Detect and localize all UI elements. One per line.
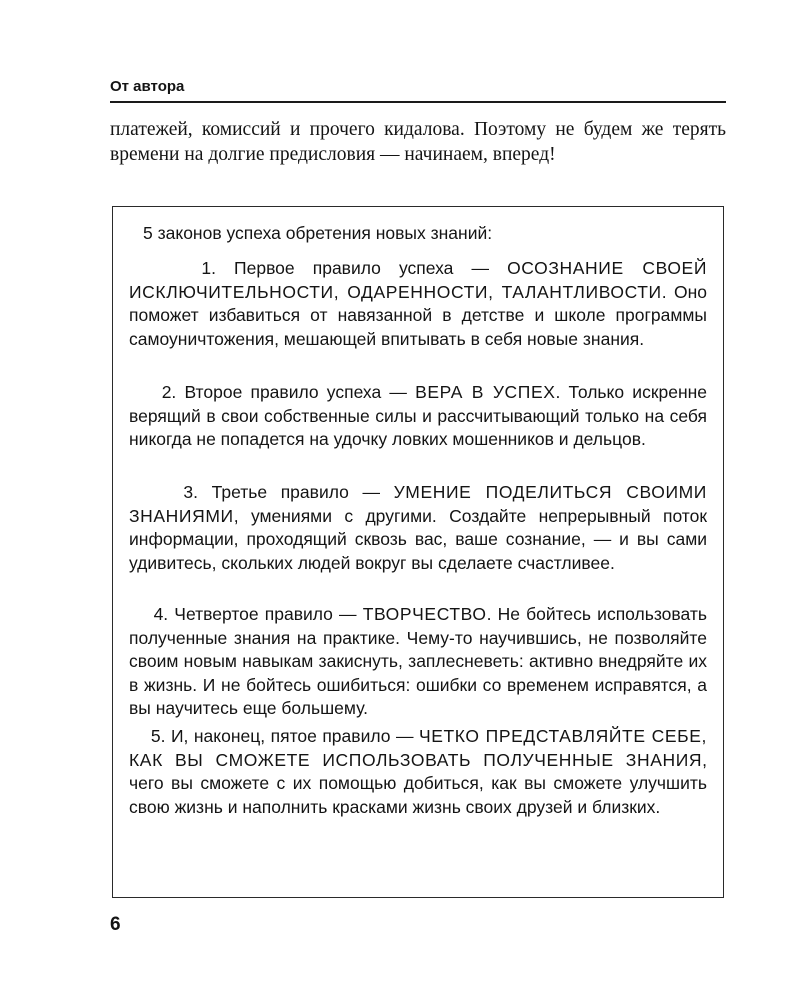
- rule-3: [129, 481, 707, 575]
- rule-3-lead: 3. Третье правило —: [129, 482, 394, 502]
- rule-2-rest: . Только искренне верящий в свои собственные силы и рассчитывающий только на себя никогда не попадется на удочку ловких мошенников и дельцов.: [129, 382, 708, 450]
- box-intro: 5 законов успеха обретения новых знаний:: [143, 223, 493, 243]
- rule-5-rest: , чего вы сможете с их помощью добиться, как вы сможете улучшить свою жизнь и наполнить красками жизнь своих друзей и близких.: [129, 749, 707, 817]
- page-number: 6: [110, 914, 121, 935]
- rule-2-lead: 2. Второе правило успеха —: [129, 382, 416, 402]
- rule-4-rest: . Не бойтесь использовать полученные знания на практике. Чему-то научившись, не позволяйте своим новым навыкам закиснуть, заплесневеть: активно внедряйте их в жизнь. И не бойтесь ошибиться: ошибки со временем исправятся, а вы научитесь еще большему.: [129, 604, 707, 719]
- laws-box: [112, 206, 724, 898]
- intro-paragraph: платежей, комиссий и прочего кидалова. Поэтому не будем же терять времени на долгие предисловия — начинаем, вперед!: [110, 119, 726, 165]
- rule-1-caps: ОСОЗНАНИЕ СВОЕЙ ИСКЛЮЧИТЕЛЬНОСТИ, ОДАРЕННОСТИ, ТАЛАНТЛИВОСТИ: [129, 258, 708, 302]
- rule-1-lead: 1. Первое правило успеха —: [129, 258, 508, 278]
- rule-4: [129, 603, 707, 721]
- rule-1: [129, 257, 707, 351]
- rule-5-caps: ЧЕТКО ПРЕДСТАВЛЯЙТЕ СЕБЕ, КАК ВЫ СМОЖЕТЕ ИСПОЛЬЗОВАТЬ ПОЛУЧЕННЫЕ ЗНАНИЯ: [129, 726, 708, 770]
- rule-2: [129, 381, 707, 452]
- header-title: От автора: [110, 78, 185, 95]
- running-header: [110, 78, 726, 96]
- header-rule: [110, 101, 726, 103]
- rule-3-rest: , умениями с другими. Создайте непрерывный поток информации, проходящий сквозь вас, ваше сознание, — и вы сами удивитесь, скольких людей вокруг вы сделаете счастливее.: [129, 505, 707, 573]
- rule-2-caps: ВЕРА В УСПЕХ: [415, 382, 556, 402]
- rule-3-caps: УМЕНИЕ ПОДЕЛИТЬСЯ СВОИМИ ЗНАНИЯМИ: [129, 482, 707, 526]
- rule-5: [129, 725, 707, 819]
- rule-1-rest: . Оно поможет избавиться от навязанной в детстве и школе программы самоуничтожения, мешающей впитывать в себя новые знания.: [129, 281, 708, 349]
- rule-4-lead: 4. Четвертое правило —: [129, 604, 363, 624]
- rule-4-caps: ТВОРЧЕСТВО: [362, 604, 487, 624]
- rule-5-lead: 5. И, наконец, пятое правило —: [129, 726, 419, 746]
